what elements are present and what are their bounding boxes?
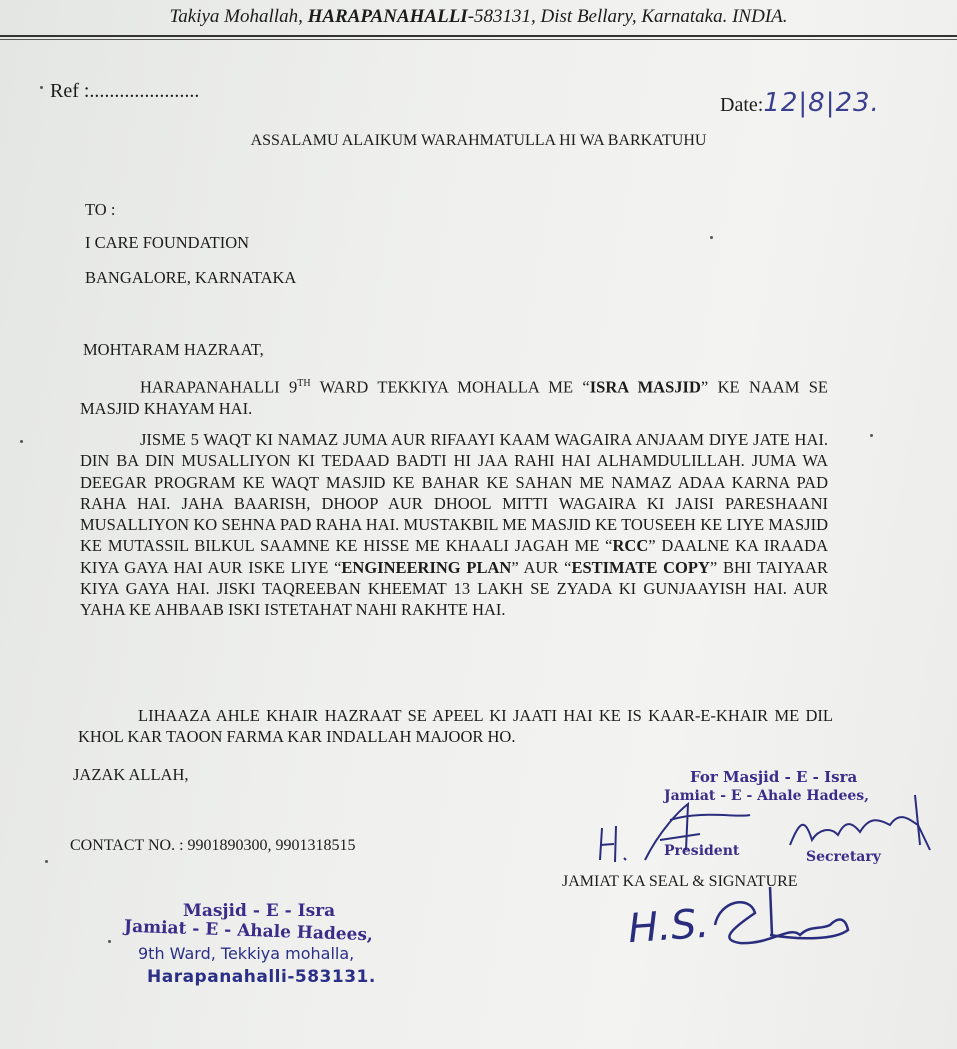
header-rule-thin: [0, 39, 957, 40]
address-stamp-town: Harapanahalli-583131.: [147, 967, 376, 987]
president-label: President: [664, 843, 740, 859]
hs-signature: [620, 885, 860, 955]
address-stamp-jamiat: Jamiat - E - Ahale Hadees,: [123, 916, 374, 946]
paper-speck: [870, 434, 873, 437]
p2-rcc: RCC: [612, 536, 649, 556]
paper-speck: [108, 940, 111, 943]
header-rule-thick: [0, 35, 957, 37]
paper-speck: [40, 86, 43, 89]
p2-text-b: ” DAALNE KA IRAADA KIYA GAYA HAI AUR ISKE LIYE “: [80, 536, 828, 577]
address-stamp-masjid: Masjid - E - Isra: [183, 901, 336, 921]
p2-text-d: ” BHI TAIYAAR KIYA GAYA HAI. JISKI TAQREEBAN KHEEMAT 13 LAKH SE ZYADA KI GUNJAAYISH HAI. AUR YAHA KE AHBAAB ISKI ISTETAHAT NAHI RAKHTE HAI.: [80, 557, 828, 620]
address-stamp-ward: 9th Ward, Tekkiya mohalla,: [138, 944, 355, 963]
letterhead-address: [0, 6, 957, 28]
date-label: Date:: [720, 94, 764, 116]
paragraph-3: LIHAAZA AHLE KHAIR HAZRAAT SE APEEL KI JAATI HAI KE IS KAAR-E-KHAIR ME DIL KHOL KAR TAOON FARMA KAR INDALLAH MAJOOR HO.: [78, 706, 833, 747]
paragraph-2: [80, 429, 828, 621]
date-value: 12|8|23.: [763, 88, 880, 118]
p1-bold: ISRA MASJID: [589, 377, 701, 397]
recipient-city: BANGALORE, KARNATAKA: [85, 268, 297, 287]
stamp-line-jamiat: Jamiat - E - Ahale Hadees,: [664, 788, 870, 804]
p2-estimate-copy: ESTIMATE COPY: [571, 557, 710, 577]
date-field: [720, 88, 880, 118]
closing: JAZAK ALLAH,: [73, 765, 189, 784]
president-secretary-signatures: [590, 790, 940, 870]
greeting: ASSALAMU ALAIKUM WARAHMATULLA HI WA BARKATUHU: [250, 132, 707, 149]
salutation: MOHTARAM HAZRAAT,: [83, 340, 264, 359]
p2-engineering-plan: ENGINEERING PLAN: [341, 557, 512, 577]
paper-speck: [710, 236, 713, 239]
seal-signature-label: JAMIAT KA SEAL & SIGNATURE: [562, 873, 798, 890]
to-label: TO :: [85, 200, 116, 219]
p2-text-a: JISME 5 WAQT KI NAMAZ JUMA AUR RIFAAYI KAAM WAGAIRA ANJAAM DIYE JATE HAI. DIN BA DIN MUSALLIYON KI TEDAAD BADTI HI JAA RAHI HAI ALHAMDULILLAH. JUMA WA DEEGAR PROGRAM KE WAQT MASJID KE BAHAR KE SAHAN ME NAMAZ ADAA KARNA PAD RAHA HAI. JAHA BAARISH, DHOOP AUR DHOOL MITTI WAGAIRA KI JAISI PARESHAANI MUSALLIYON KO SEHNA PAD RAHA HAI. MUSTAKBIL ME MASJID KE TOUSEEH KE LIYE MASJID KE MUTASSIL BILKUL SAAMNE KE HISSE ME KHAALI JAGAH ME “: [80, 430, 828, 556]
contact-numbers: CONTACT NO. : 9901890300, 9901318515: [70, 837, 356, 854]
secretary-label: Secretary: [806, 849, 881, 865]
recipient-name: I CARE FOUNDATION: [85, 233, 250, 252]
address-town: HARAPANAHALLI: [307, 6, 468, 27]
p1-sup: TH: [297, 378, 311, 389]
paper-speck: [45, 860, 48, 863]
paragraph-1: [80, 373, 828, 419]
p1-text-a: HARAPANAHALLI 9: [140, 377, 298, 397]
svg-text:H.S.: H.S.: [626, 900, 711, 953]
ref-field: Ref :......................: [50, 80, 200, 102]
p1-text-b: WARD TEKKIYA MOHALLA ME “: [310, 377, 590, 397]
address-suffix: -583131, Dist Bellary, Karnataka. INDIA.: [467, 6, 788, 27]
stamp-line-masjid: For Masjid - E - Isra: [690, 768, 858, 786]
address-prefix: Takiya Mohallah,: [169, 6, 308, 27]
paper-speck: [20, 440, 23, 443]
p1-text-c: ” KE NAAM SE MASJID KHAYAM HAI.: [80, 377, 828, 418]
p2-text-c: ” AUR “: [511, 557, 572, 577]
